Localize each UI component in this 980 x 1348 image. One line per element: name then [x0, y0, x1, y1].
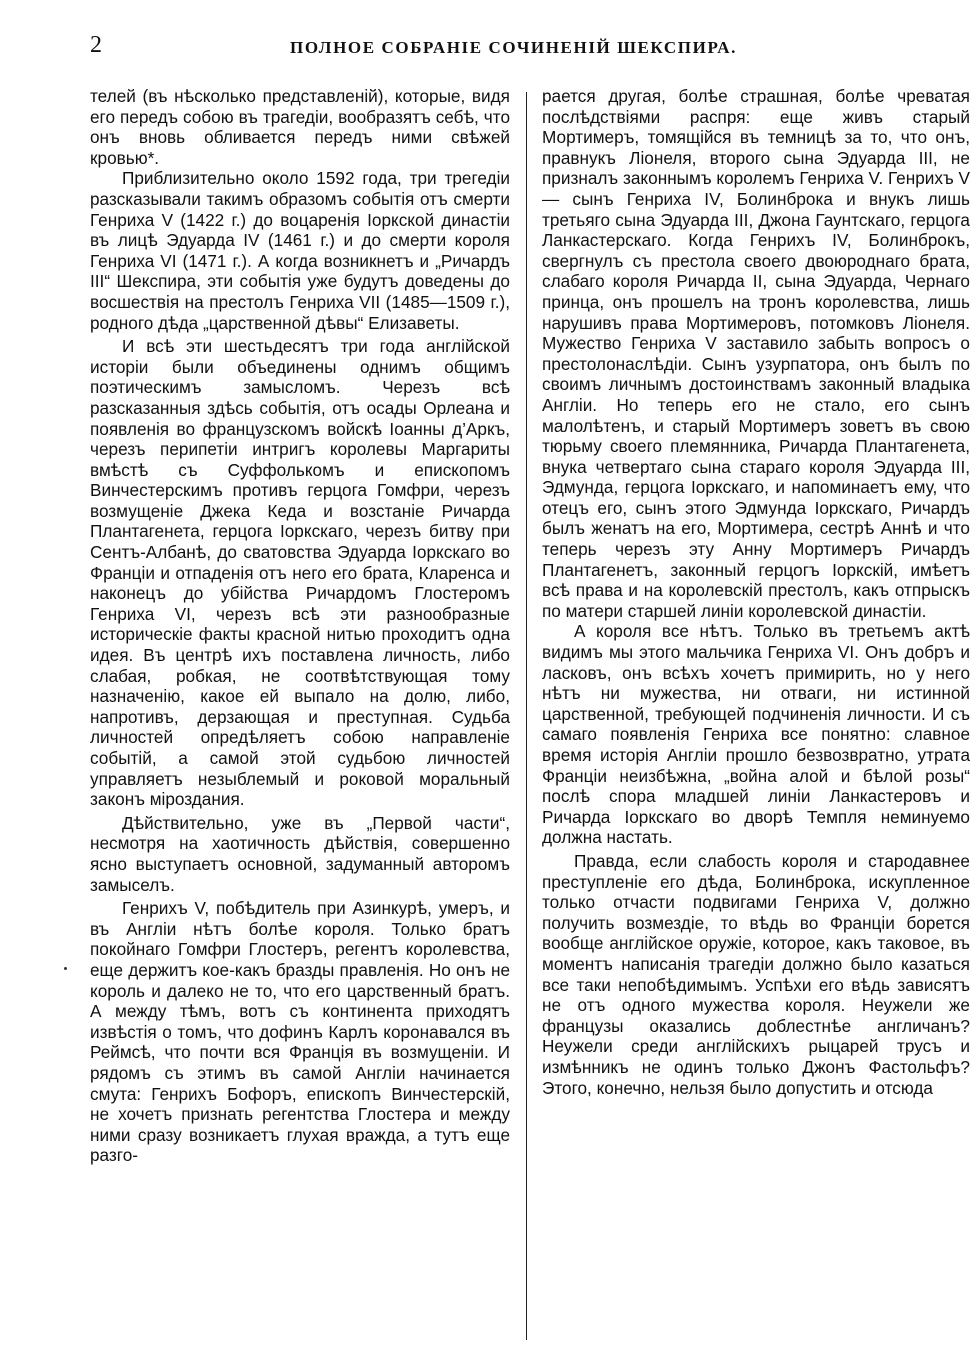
page-number: 2 [90, 32, 102, 58]
paragraph: Дѣйствительно, уже въ „Первой части“, несмотря на хаотичность дѣйствія, совершенно ясно выступаетъ основной, задуманный авторомъ замыселъ. [90, 812, 510, 895]
paragraph: Правда, если слабость короля и стародавнее преступленіе его дѣда, Болинброка, искупленное только отчасти подвигами Генриха V, должно получить возмездіе, то вѣдь во Франціи борется вообще англійское оружіе, которое, какъ таковое, въ моментъ написанія трагедіи должно было казаться все таки непобѣдимымъ. Успѣхи его вѣдь зависятъ не отъ одного мужества короля. Неужели же французы оказались доблестнѣе англичанъ? Неужели среди англійскихъ рыцарей трусъ и измѣнникъ не одинъ только Джонъ Фастольфъ? Этого, конечно, нельзя было допустить и отсюда [542, 850, 970, 1098]
paragraph: Генрихъ V, побѣдитель при Азинкурѣ, умеръ, и въ Англіи нѣтъ болѣе короля. Только братъ покойнаго Гомфри Глостеръ, регентъ королевства, еще держитъ кое-какъ бразды правленія. Но онъ не король и далеко не то, что его царственный братъ. А между тѣмъ, вотъ съ континента приходятъ извѣстія о томъ, что дофинъ Карлъ коронавался въ Реймсѣ, что почти вся Франція въ возмущеніи. И рядомъ съ этимъ въ самой Англіи начинается смута: Генрихъ Бофоръ, епископъ Винчестерскій, не хочетъ признать регентства Глостера и между ними сразу возникаетъ глухая вражда, а тутъ еще разго- [90, 898, 510, 1166]
paragraph: Приблизительно около 1592 года, три трегедіи разсказывали такимъ образомъ событія отъ смерти Генриха V (1422 г.) до воцаренія Іоркской династіи въ лицѣ Эдуарда IV (1461 г.) и до смерти короля Генриха VI (1471 г.). А когда возникнетъ и „Ричардъ III“ Шекспира, эти событія уже будутъ доведены до восшествія на престолъ Генриха VII (1485—1509 г.), родного дѣда „царственной дѣвы“ Елизаветы. [90, 168, 510, 333]
paragraph: рается другая, болѣе страшная, болѣе чреватая послѣдствіями распря: еще живъ старый Мортимеръ, томящійся въ темницѣ за то, что онъ, правнукъ Ліонеля, второго сына Эдуарда III, не призналъ законнымъ королемъ Генриха V. Генрихъ V — сынъ Генриха IV, Болинброка и внукъ лишь третьяго сына Эдуарда III, Джона Гаунтскаго, герцога Ланкастерскаго. Когда Генрихъ IV, Болинброкъ, свергнулъ съ престола своего двоюроднаго брата, слабаго короля Ричарда II, сына Эдуарда, Чернаго принца, онъ прошелъ на тронъ королевства, лишь нарушивъ права Мортимеровъ, потомковъ Ліонеля. Мужество Генриха V заставило забыть вопросъ о престолонаслѣдіи. Сынъ узурпатора, онъ былъ по своимъ личнымъ достоинствамъ законный владыка Англіи. Но теперь его не стало, его сынъ малолѣтенъ, и старый Мортимеръ зоветъ въ свою тюрьму своего племянника, Ричарда Плантагенета, внука четвертаго сына стараго короля Эдуарда III, Эдмунда, герцога Іоркскаго, и напоминаетъ ему, что отецъ его, сынъ этого Эдмунда Іоркскаго, Ричардъ былъ женатъ на его, Мортимера, сестрѣ Аннѣ и что теперь черезъ эту Анну Мортимеръ Ричардъ Плантагенетъ, законный герцогъ Іоркскій, имѣетъ всѣ права и на королевскій престолъ, какъ отпрыскъ по матери старшей линіи королевской династіи. [542, 86, 970, 621]
paragraph: И всѣ эти шестьдесятъ три года англійской исторіи были объединены однимъ общимъ поэтическимъ замысломъ. Черезъ всѣ разсказанныя здѣсь событія, отъ осады Орлеана и появленія во французскомъ войскѣ Іоанны д’Аркъ, черезъ перипетіи интригъ королевы Маргариты вмѣстѣ съ Суффолькомъ и епископомъ Винчестерскимъ противъ герцога Гомфри, черезъ возмущеніе Джека Кеда и возстаніе Ричарда Плантагенета, герцога Іоркскаго, черезъ битву при Сентъ-Албанѣ, до сватовства Эдуарда Іоркскаго во Франціи и отпаденія отъ него его брата, Кларенса и наконецъ до убійства Ричардомъ Глостеромъ Генриха VI, черезъ всѣ эти разнообразные историческіе факты красной нитью проходитъ одна идея. Въ центрѣ ихъ поставлена личность, либо слабая, робкая, не соотвѣтствующая тому назначенію, какое ей выпало на долю, либо, напротивъ, дерзающая и преступная. Судьба личностей опредѣляетъ собою направленіе событій, а самой этой судьбою личностей управляетъ незыблемый и роковой моральный законъ міроздания. [90, 336, 510, 810]
right-column [542, 86, 970, 1098]
column-divider [526, 92, 527, 1340]
paragraph: телей (въ нѣсколько представленій), которые, видя его передъ собою въ трагедіи, вообразятъ себѣ, что онъ вновь обливается передъ ними свѣжей кровью*. [90, 86, 510, 168]
paragraph: А короля все нѣтъ. Только въ третьемъ актѣ видимъ мы этого мальчика Генриха VI. Онъ добръ и ласковъ, онъ всѣхъ хочетъ примирить, но у него нѣтъ ни мужества, ни отваги, ни истинной царственной, требующей подчиненія личности. И съ самаго появленія Генриха все понятно: славное время исторія Англіи прошло безвозвратно, утрата Франціи неизбѣжна, „война алой и бѣлой розы“ послѣ спора младшей линіи Ланкастеровъ и Ричарда Іоркскаго во дворѣ Темпля неминуемо должна настать. [542, 621, 970, 848]
print-speck [64, 967, 67, 970]
running-title: ПОЛНОЕ СОБРАНІЕ СОЧИНЕНІЙ ШЕКСПИРА. [290, 38, 737, 57]
left-column [90, 86, 510, 1166]
